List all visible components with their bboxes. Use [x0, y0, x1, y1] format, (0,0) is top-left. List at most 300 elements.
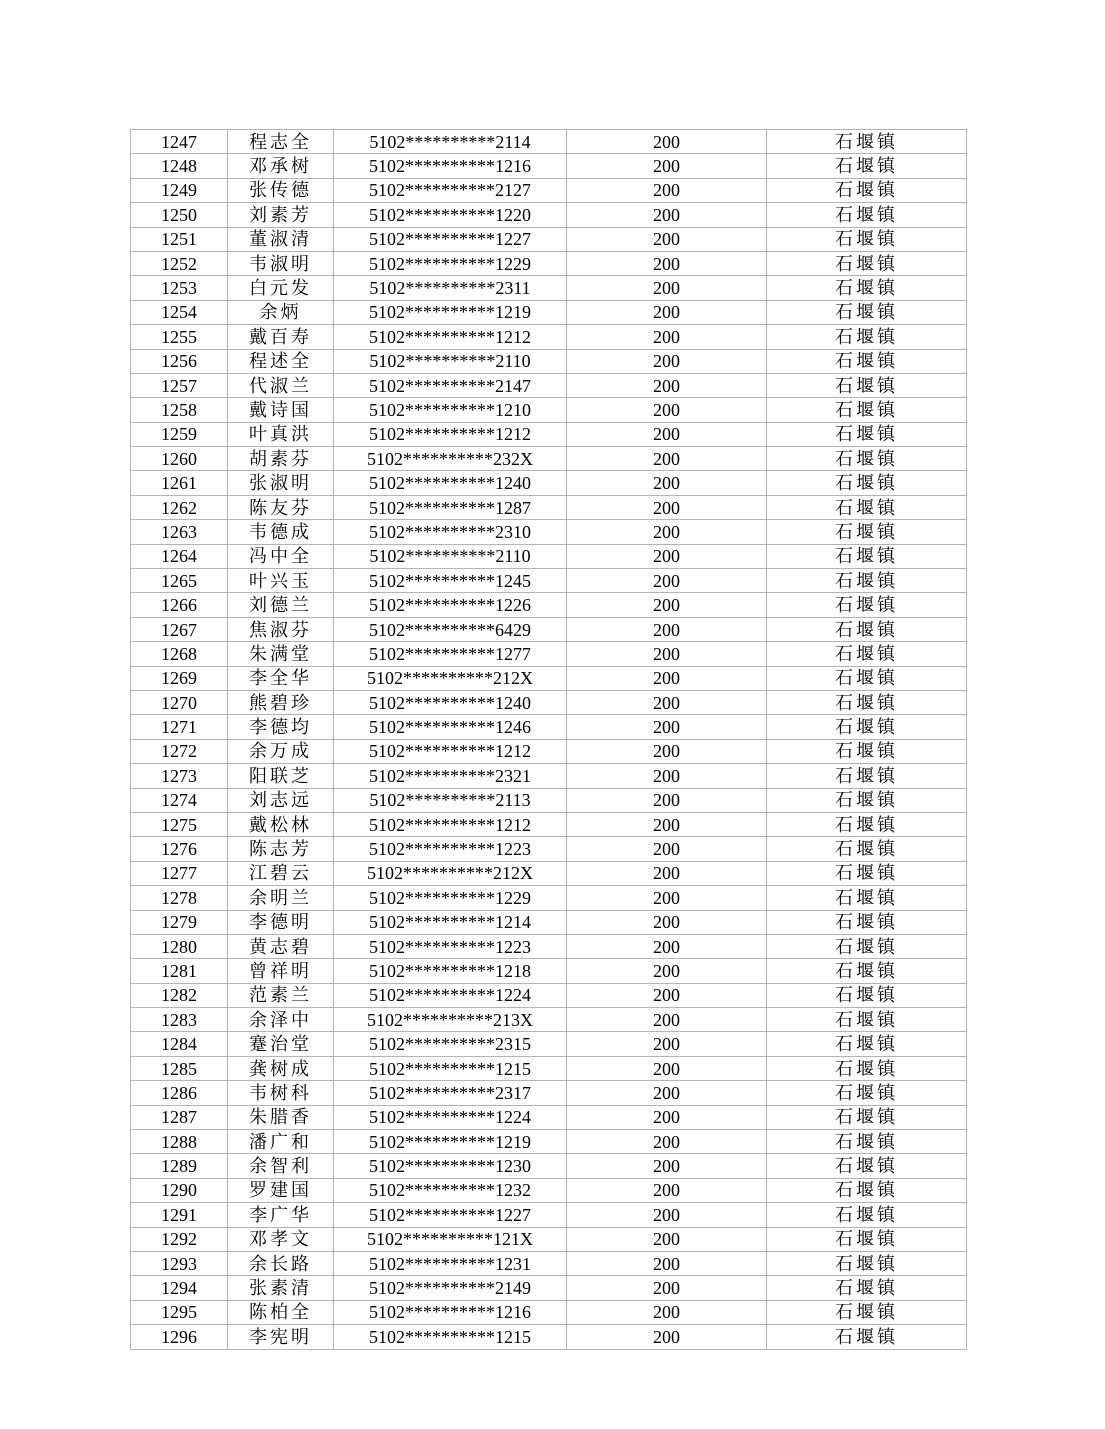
- table-row: [131, 1178, 967, 1202]
- cell-index: 1261: [131, 471, 228, 495]
- cell-name: 刘素芳: [228, 203, 334, 227]
- cell-name: 余炳: [228, 300, 334, 324]
- table-row: [131, 422, 967, 446]
- table-row: [131, 764, 967, 788]
- cell-town: 石堰镇: [767, 593, 967, 617]
- cell-name: 李德明: [228, 910, 334, 934]
- cell-index: 1266: [131, 593, 228, 617]
- cell-index: 1279: [131, 910, 228, 934]
- cell-name: 程述全: [228, 349, 334, 373]
- cell-name: 朱满堂: [228, 642, 334, 666]
- cell-town: 石堰镇: [767, 642, 967, 666]
- cell-amount: 200: [567, 593, 767, 617]
- cell-id-number: 5102**********1287: [334, 495, 567, 519]
- table-row: [131, 934, 967, 958]
- cell-town: 石堰镇: [767, 520, 967, 544]
- table-row: [131, 910, 967, 934]
- cell-amount: 200: [567, 1325, 767, 1349]
- cell-id-number: 5102**********1216: [334, 154, 567, 178]
- cell-index: 1259: [131, 422, 228, 446]
- cell-town: 石堰镇: [767, 861, 967, 885]
- table-row: [131, 812, 967, 836]
- table-row: [131, 788, 967, 812]
- cell-amount: 200: [567, 1105, 767, 1129]
- cell-id-number: 5102**********1215: [334, 1056, 567, 1080]
- cell-town: 石堰镇: [767, 325, 967, 349]
- cell-id-number: 5102**********1220: [334, 203, 567, 227]
- cell-index: 1285: [131, 1056, 228, 1080]
- cell-amount: 200: [567, 276, 767, 300]
- table-row: [131, 447, 967, 471]
- cell-name: 龚树成: [228, 1056, 334, 1080]
- table-row: [131, 1056, 967, 1080]
- cell-town: 石堰镇: [767, 690, 967, 714]
- cell-index: 1286: [131, 1081, 228, 1105]
- cell-id-number: 5102**********2147: [334, 373, 567, 397]
- cell-index: 1260: [131, 447, 228, 471]
- cell-amount: 200: [567, 178, 767, 202]
- cell-amount: 200: [567, 1178, 767, 1202]
- cell-amount: 200: [567, 544, 767, 568]
- table-body: [131, 130, 967, 1350]
- cell-name: 张淑明: [228, 471, 334, 495]
- cell-id-number: 5102**********2110: [334, 544, 567, 568]
- table-row: [131, 398, 967, 422]
- cell-town: 石堰镇: [767, 715, 967, 739]
- cell-amount: 200: [567, 1081, 767, 1105]
- cell-id-number: 5102**********1232: [334, 1178, 567, 1202]
- cell-index: 1284: [131, 1032, 228, 1056]
- cell-index: 1278: [131, 886, 228, 910]
- table-row: [131, 520, 967, 544]
- cell-town: 石堰镇: [767, 666, 967, 690]
- cell-name: 李广华: [228, 1203, 334, 1227]
- cell-index: 1263: [131, 520, 228, 544]
- cell-id-number: 5102**********212X: [334, 861, 567, 885]
- cell-index: 1282: [131, 983, 228, 1007]
- cell-index: 1275: [131, 812, 228, 836]
- table-row: [131, 300, 967, 324]
- cell-index: 1276: [131, 837, 228, 861]
- cell-name: 曾祥明: [228, 959, 334, 983]
- cell-id-number: 5102**********1223: [334, 934, 567, 958]
- cell-id-number: 5102**********1214: [334, 910, 567, 934]
- cell-amount: 200: [567, 569, 767, 593]
- cell-name: 江碧云: [228, 861, 334, 885]
- cell-town: 石堰镇: [767, 471, 967, 495]
- cell-index: 1287: [131, 1105, 228, 1129]
- table-row: [131, 227, 967, 251]
- cell-name: 韦德成: [228, 520, 334, 544]
- table-row: [131, 642, 967, 666]
- cell-amount: 200: [567, 959, 767, 983]
- cell-town: 石堰镇: [767, 569, 967, 593]
- cell-index: 1280: [131, 934, 228, 958]
- cell-id-number: 5102**********2127: [334, 178, 567, 202]
- cell-amount: 200: [567, 1154, 767, 1178]
- table-row: [131, 1251, 967, 1275]
- cell-name: 戴百寿: [228, 325, 334, 349]
- cell-amount: 200: [567, 739, 767, 763]
- cell-id-number: 5102**********1215: [334, 1325, 567, 1349]
- cell-id-number: 5102**********2317: [334, 1081, 567, 1105]
- cell-town: 石堰镇: [767, 812, 967, 836]
- cell-town: 石堰镇: [767, 178, 967, 202]
- cell-town: 石堰镇: [767, 1251, 967, 1275]
- cell-amount: 200: [567, 447, 767, 471]
- cell-id-number: 5102**********1227: [334, 1203, 567, 1227]
- table-row: [131, 154, 967, 178]
- cell-name: 陈志芳: [228, 837, 334, 861]
- table-row: [131, 1203, 967, 1227]
- table-row: [131, 373, 967, 397]
- cell-name: 黄志碧: [228, 934, 334, 958]
- cell-index: 1292: [131, 1227, 228, 1251]
- cell-town: 石堰镇: [767, 1178, 967, 1202]
- table-row: [131, 349, 967, 373]
- cell-name: 刘德兰: [228, 593, 334, 617]
- cell-amount: 200: [567, 1056, 767, 1080]
- cell-id-number: 5102**********1212: [334, 325, 567, 349]
- cell-index: 1269: [131, 666, 228, 690]
- table-row: [131, 617, 967, 641]
- cell-name: 余万成: [228, 739, 334, 763]
- table-row: [131, 1154, 967, 1178]
- table-row: [131, 203, 967, 227]
- cell-amount: 200: [567, 349, 767, 373]
- cell-index: 1252: [131, 251, 228, 275]
- cell-name: 潘广和: [228, 1130, 334, 1154]
- cell-index: 1274: [131, 788, 228, 812]
- cell-amount: 200: [567, 300, 767, 324]
- cell-name: 叶兴玉: [228, 569, 334, 593]
- cell-town: 石堰镇: [767, 276, 967, 300]
- cell-id-number: 5102**********1229: [334, 886, 567, 910]
- cell-town: 石堰镇: [767, 1154, 967, 1178]
- cell-name: 刘志远: [228, 788, 334, 812]
- cell-amount: 200: [567, 373, 767, 397]
- table-row: [131, 1081, 967, 1105]
- table-row: [131, 130, 967, 154]
- cell-amount: 200: [567, 1227, 767, 1251]
- table-row: [131, 544, 967, 568]
- cell-id-number: 5102**********2149: [334, 1276, 567, 1300]
- cell-town: 石堰镇: [767, 1300, 967, 1324]
- cell-name: 邓孝文: [228, 1227, 334, 1251]
- cell-index: 1247: [131, 130, 228, 154]
- cell-name: 邓承树: [228, 154, 334, 178]
- cell-index: 1273: [131, 764, 228, 788]
- cell-town: 石堰镇: [767, 910, 967, 934]
- cell-amount: 200: [567, 886, 767, 910]
- cell-id-number: 5102**********1229: [334, 251, 567, 275]
- cell-town: 石堰镇: [767, 1325, 967, 1349]
- cell-id-number: 5102**********1231: [334, 1251, 567, 1275]
- cell-amount: 200: [567, 788, 767, 812]
- cell-index: 1277: [131, 861, 228, 885]
- cell-name: 胡素芬: [228, 447, 334, 471]
- cell-town: 石堰镇: [767, 617, 967, 641]
- cell-index: 1270: [131, 690, 228, 714]
- cell-index: 1249: [131, 178, 228, 202]
- cell-amount: 200: [567, 325, 767, 349]
- cell-index: 1293: [131, 1251, 228, 1275]
- cell-town: 石堰镇: [767, 959, 967, 983]
- cell-town: 石堰镇: [767, 1105, 967, 1129]
- cell-name: 韦树科: [228, 1081, 334, 1105]
- table-row: [131, 1105, 967, 1129]
- cell-town: 石堰镇: [767, 1276, 967, 1300]
- cell-town: 石堰镇: [767, 154, 967, 178]
- cell-town: 石堰镇: [767, 227, 967, 251]
- table-row: [131, 1300, 967, 1324]
- cell-amount: 200: [567, 666, 767, 690]
- cell-index: 1289: [131, 1154, 228, 1178]
- cell-id-number: 5102**********1240: [334, 471, 567, 495]
- cell-id-number: 5102**********1224: [334, 1105, 567, 1129]
- cell-id-number: 5102**********1277: [334, 642, 567, 666]
- cell-name: 李宪明: [228, 1325, 334, 1349]
- cell-town: 石堰镇: [767, 739, 967, 763]
- cell-index: 1290: [131, 1178, 228, 1202]
- cell-id-number: 5102**********1224: [334, 983, 567, 1007]
- cell-town: 石堰镇: [767, 1081, 967, 1105]
- cell-town: 石堰镇: [767, 1227, 967, 1251]
- cell-amount: 200: [567, 227, 767, 251]
- cell-amount: 200: [567, 642, 767, 666]
- cell-index: 1256: [131, 349, 228, 373]
- cell-town: 石堰镇: [767, 1032, 967, 1056]
- cell-amount: 200: [567, 715, 767, 739]
- table-row: [131, 471, 967, 495]
- cell-id-number: 5102**********2321: [334, 764, 567, 788]
- cell-index: 1255: [131, 325, 228, 349]
- cell-id-number: 5102**********2113: [334, 788, 567, 812]
- cell-index: 1251: [131, 227, 228, 251]
- cell-amount: 200: [567, 1300, 767, 1324]
- cell-amount: 200: [567, 1276, 767, 1300]
- cell-id-number: 5102**********2315: [334, 1032, 567, 1056]
- table-row: [131, 666, 967, 690]
- cell-name: 张传德: [228, 178, 334, 202]
- cell-id-number: 5102**********2311: [334, 276, 567, 300]
- table-row: [131, 276, 967, 300]
- cell-index: 1268: [131, 642, 228, 666]
- cell-id-number: 5102**********2114: [334, 130, 567, 154]
- cell-town: 石堰镇: [767, 130, 967, 154]
- table-row: [131, 715, 967, 739]
- cell-town: 石堰镇: [767, 398, 967, 422]
- cell-id-number: 5102**********1216: [334, 1300, 567, 1324]
- cell-name: 李德均: [228, 715, 334, 739]
- cell-town: 石堰镇: [767, 349, 967, 373]
- cell-index: 1272: [131, 739, 228, 763]
- cell-amount: 200: [567, 812, 767, 836]
- cell-amount: 200: [567, 1251, 767, 1275]
- cell-amount: 200: [567, 861, 767, 885]
- table-row: [131, 1325, 967, 1349]
- cell-id-number: 5102**********232X: [334, 447, 567, 471]
- cell-amount: 200: [567, 154, 767, 178]
- cell-amount: 200: [567, 934, 767, 958]
- cell-id-number: 5102**********2110: [334, 349, 567, 373]
- cell-index: 1257: [131, 373, 228, 397]
- cell-town: 石堰镇: [767, 1203, 967, 1227]
- cell-town: 石堰镇: [767, 837, 967, 861]
- cell-id-number: 5102**********1210: [334, 398, 567, 422]
- cell-amount: 200: [567, 471, 767, 495]
- cell-id-number: 5102**********1212: [334, 812, 567, 836]
- cell-name: 罗建国: [228, 1178, 334, 1202]
- cell-id-number: 5102**********213X: [334, 1008, 567, 1032]
- cell-name: 白元发: [228, 276, 334, 300]
- cell-name: 范素兰: [228, 983, 334, 1007]
- cell-amount: 200: [567, 130, 767, 154]
- cell-index: 1265: [131, 569, 228, 593]
- cell-amount: 200: [567, 764, 767, 788]
- cell-amount: 200: [567, 690, 767, 714]
- cell-amount: 200: [567, 1203, 767, 1227]
- table-row: [131, 739, 967, 763]
- cell-index: 1294: [131, 1276, 228, 1300]
- cell-name: 程志全: [228, 130, 334, 154]
- cell-amount: 200: [567, 1008, 767, 1032]
- cell-id-number: 5102**********1212: [334, 739, 567, 763]
- cell-name: 陈柏全: [228, 1300, 334, 1324]
- cell-town: 石堰镇: [767, 300, 967, 324]
- cell-town: 石堰镇: [767, 373, 967, 397]
- cell-index: 1281: [131, 959, 228, 983]
- cell-id-number: 5102**********1246: [334, 715, 567, 739]
- cell-name: 李全华: [228, 666, 334, 690]
- cell-id-number: 5102**********1226: [334, 593, 567, 617]
- cell-id-number: 5102**********121X: [334, 1227, 567, 1251]
- cell-name: 陈友芬: [228, 495, 334, 519]
- cell-town: 石堰镇: [767, 447, 967, 471]
- cell-town: 石堰镇: [767, 886, 967, 910]
- cell-town: 石堰镇: [767, 1130, 967, 1154]
- cell-id-number: 5102**********1230: [334, 1154, 567, 1178]
- cell-index: 1258: [131, 398, 228, 422]
- cell-name: 余明兰: [228, 886, 334, 910]
- cell-town: 石堰镇: [767, 934, 967, 958]
- cell-amount: 200: [567, 203, 767, 227]
- cell-id-number: 5102**********2310: [334, 520, 567, 544]
- cell-name: 朱腊香: [228, 1105, 334, 1129]
- cell-town: 石堰镇: [767, 251, 967, 275]
- table-row: [131, 1130, 967, 1154]
- table-row: [131, 178, 967, 202]
- cell-id-number: 5102**********1227: [334, 227, 567, 251]
- cell-name: 韦淑明: [228, 251, 334, 275]
- cell-name: 戴诗国: [228, 398, 334, 422]
- cell-id-number: 5102**********1240: [334, 690, 567, 714]
- cell-town: 石堰镇: [767, 422, 967, 446]
- table-row: [131, 1032, 967, 1056]
- table-row: [131, 837, 967, 861]
- cell-id-number: 5102**********1219: [334, 1130, 567, 1154]
- cell-name: 余智利: [228, 1154, 334, 1178]
- cell-index: 1248: [131, 154, 228, 178]
- cell-index: 1295: [131, 1300, 228, 1324]
- cell-amount: 200: [567, 520, 767, 544]
- table-row: [131, 251, 967, 275]
- cell-town: 石堰镇: [767, 764, 967, 788]
- table-row: [131, 886, 967, 910]
- beneficiary-table: [130, 129, 967, 1350]
- table-row: [131, 325, 967, 349]
- cell-town: 石堰镇: [767, 203, 967, 227]
- cell-amount: 200: [567, 398, 767, 422]
- cell-amount: 200: [567, 251, 767, 275]
- table-row: [131, 1276, 967, 1300]
- cell-index: 1288: [131, 1130, 228, 1154]
- cell-index: 1254: [131, 300, 228, 324]
- table-row: [131, 690, 967, 714]
- table-row: [131, 593, 967, 617]
- cell-name: 代淑兰: [228, 373, 334, 397]
- cell-amount: 200: [567, 983, 767, 1007]
- cell-id-number: 5102**********1223: [334, 837, 567, 861]
- cell-name: 阳联芝: [228, 764, 334, 788]
- cell-town: 石堰镇: [767, 1056, 967, 1080]
- cell-index: 1283: [131, 1008, 228, 1032]
- cell-name: 蹇治堂: [228, 1032, 334, 1056]
- cell-amount: 200: [567, 422, 767, 446]
- cell-index: 1262: [131, 495, 228, 519]
- cell-town: 石堰镇: [767, 788, 967, 812]
- cell-name: 董淑清: [228, 227, 334, 251]
- table-row: [131, 983, 967, 1007]
- cell-amount: 200: [567, 910, 767, 934]
- table-row: [131, 1227, 967, 1251]
- table-row: [131, 959, 967, 983]
- table-row: [131, 861, 967, 885]
- cell-amount: 200: [567, 617, 767, 641]
- cell-name: 熊碧珍: [228, 690, 334, 714]
- cell-name: 余长路: [228, 1251, 334, 1275]
- cell-town: 石堰镇: [767, 544, 967, 568]
- cell-index: 1267: [131, 617, 228, 641]
- cell-index: 1250: [131, 203, 228, 227]
- cell-amount: 200: [567, 495, 767, 519]
- cell-index: 1271: [131, 715, 228, 739]
- cell-index: 1253: [131, 276, 228, 300]
- cell-id-number: 5102**********1218: [334, 959, 567, 983]
- cell-index: 1291: [131, 1203, 228, 1227]
- cell-index: 1264: [131, 544, 228, 568]
- table-row: [131, 1008, 967, 1032]
- cell-name: 焦淑芬: [228, 617, 334, 641]
- cell-town: 石堰镇: [767, 1008, 967, 1032]
- cell-amount: 200: [567, 837, 767, 861]
- cell-amount: 200: [567, 1032, 767, 1056]
- cell-id-number: 5102**********212X: [334, 666, 567, 690]
- table-row: [131, 569, 967, 593]
- cell-town: 石堰镇: [767, 983, 967, 1007]
- table-row: [131, 495, 967, 519]
- cell-id-number: 5102**********6429: [334, 617, 567, 641]
- cell-name: 张素清: [228, 1276, 334, 1300]
- cell-town: 石堰镇: [767, 495, 967, 519]
- cell-index: 1296: [131, 1325, 228, 1349]
- cell-id-number: 5102**********1219: [334, 300, 567, 324]
- cell-id-number: 5102**********1212: [334, 422, 567, 446]
- cell-name: 冯中全: [228, 544, 334, 568]
- cell-name: 叶真洪: [228, 422, 334, 446]
- cell-name: 戴松林: [228, 812, 334, 836]
- cell-amount: 200: [567, 1130, 767, 1154]
